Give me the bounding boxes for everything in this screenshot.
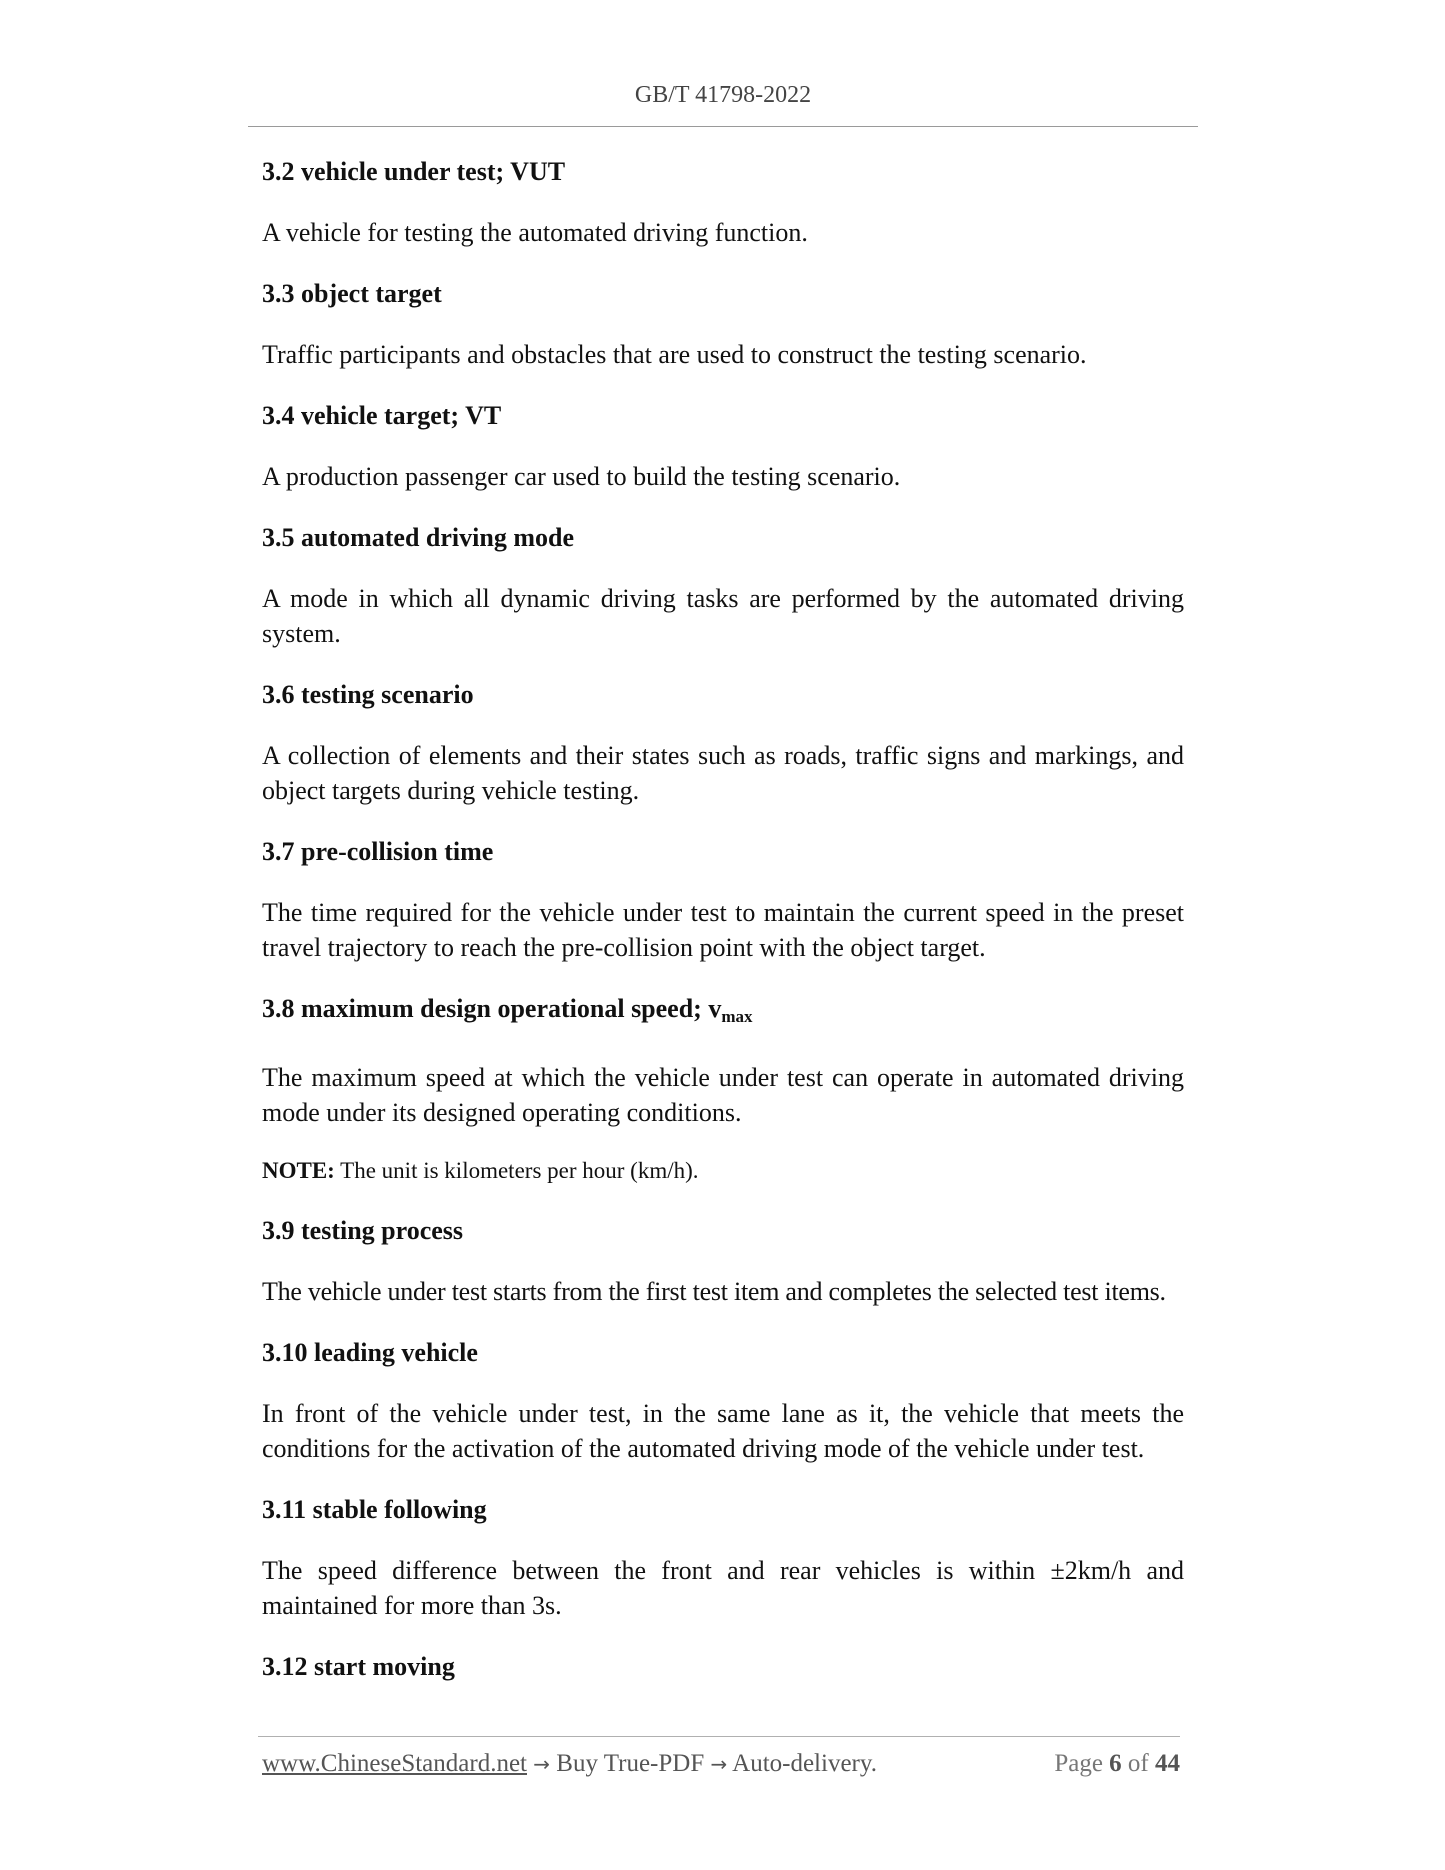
site-link[interactable]: www.ChineseStandard.net <box>262 1750 527 1777</box>
term-number: 3.12 <box>262 1652 308 1681</box>
term-definition-3-8: The maximum speed at which the vehicle under test can operate in automated driving mode under its designed operating conditions. <box>262 1063 1184 1127</box>
page-number: 6 <box>1109 1750 1122 1777</box>
footer-divider <box>258 1736 1180 1737</box>
term-definition-3-10: In front of the vehicle under test, in the same lane as it, the vehicle that meets the conditions for the activation of the automated driving mode of the vehicle under test. <box>262 1399 1184 1463</box>
footer-buy-text: Buy True-PDF <box>550 1750 711 1777</box>
term-heading-3-8 <box>262 991 1184 1035</box>
note-text: The unit is kilometers per hour (km/h). <box>334 1158 699 1183</box>
term-definition-3-5: A mode in which all dynamic driving tasks are performed by the automated driving system. <box>262 584 1184 648</box>
term-definition-3-7: The time required for the vehicle under test to maintain the current speed in the preset travel trajectory to reach the pre-collision point with the object target. <box>262 898 1184 962</box>
term-note-3-8 <box>262 1154 1184 1188</box>
term-title: testing scenario <box>301 680 474 709</box>
footer-promo <box>262 1750 877 1778</box>
term-title: stable following <box>312 1495 487 1524</box>
term-heading-3-9 <box>262 1213 1184 1249</box>
page-header: GB/T 41798-2022 <box>634 82 812 108</box>
term-title: leading vehicle <box>314 1338 478 1367</box>
document-body <box>262 154 1184 1710</box>
footer-delivery-text: Auto-delivery. <box>727 1750 877 1777</box>
term-number: 3.6 <box>262 680 295 709</box>
page-counter <box>1035 1750 1180 1778</box>
term-title: pre-collision time <box>301 837 494 866</box>
term-number: 3.11 <box>262 1495 307 1524</box>
term-heading-3-11 <box>262 1492 1184 1528</box>
term-number: 3.3 <box>262 279 295 308</box>
term-definition-3-11: The speed difference between the front and rear vehicles is within ±2km/h and maintained for more than 3s. <box>262 1556 1184 1620</box>
term-heading-3-5 <box>262 520 1184 556</box>
term-title: vehicle under test; VUT <box>301 157 566 186</box>
arrow-right-icon: → <box>533 1752 551 1776</box>
term-definition-3-4: A production passenger car used to build the testing scenario. <box>262 462 901 491</box>
term-heading-3-2 <box>262 154 1184 190</box>
header-divider <box>248 126 1198 127</box>
term-title: object target <box>301 279 442 308</box>
term-number: 3.4 <box>262 401 295 430</box>
term-number: 3.8 <box>262 994 295 1023</box>
term-number: 3.2 <box>262 157 295 186</box>
term-number: 3.10 <box>262 1338 308 1367</box>
term-definition-3-6: A collection of elements and their states such as roads, traffic signs and markings, and object targets during vehicle testing. <box>262 741 1184 805</box>
term-heading-3-7 <box>262 834 1184 870</box>
term-heading-3-10 <box>262 1335 1184 1371</box>
term-heading-3-12 <box>262 1649 1184 1685</box>
term-title: start moving <box>314 1652 455 1681</box>
term-number: 3.9 <box>262 1216 295 1245</box>
term-definition-3-2: A vehicle for testing the automated driving function. <box>262 218 808 247</box>
term-heading-3-6 <box>262 677 1184 713</box>
term-number: 3.7 <box>262 837 295 866</box>
term-number: 3.5 <box>262 523 295 552</box>
note-label: NOTE: <box>262 1158 335 1183</box>
term-definition-3-3: Traffic participants and obstacles that are used to construct the testing scenario. <box>262 340 1087 369</box>
term-definition-3-9: The vehicle under test starts from the first test item and completes the selected test items. <box>262 1277 1166 1306</box>
of-label: of <box>1127 1750 1149 1777</box>
term-title-subscript: max <box>721 1007 753 1026</box>
arrow-right-icon: → <box>710 1752 728 1776</box>
term-heading-3-4 <box>262 398 1184 434</box>
term-title: maximum design operational speed; v <box>301 994 722 1023</box>
page-label: Page <box>1054 1750 1103 1777</box>
total-pages: 44 <box>1155 1750 1180 1777</box>
term-heading-3-3 <box>262 276 1184 312</box>
term-title: automated driving mode <box>301 523 574 552</box>
term-title: vehicle target; VT <box>301 401 502 430</box>
term-title: testing process <box>301 1216 464 1245</box>
